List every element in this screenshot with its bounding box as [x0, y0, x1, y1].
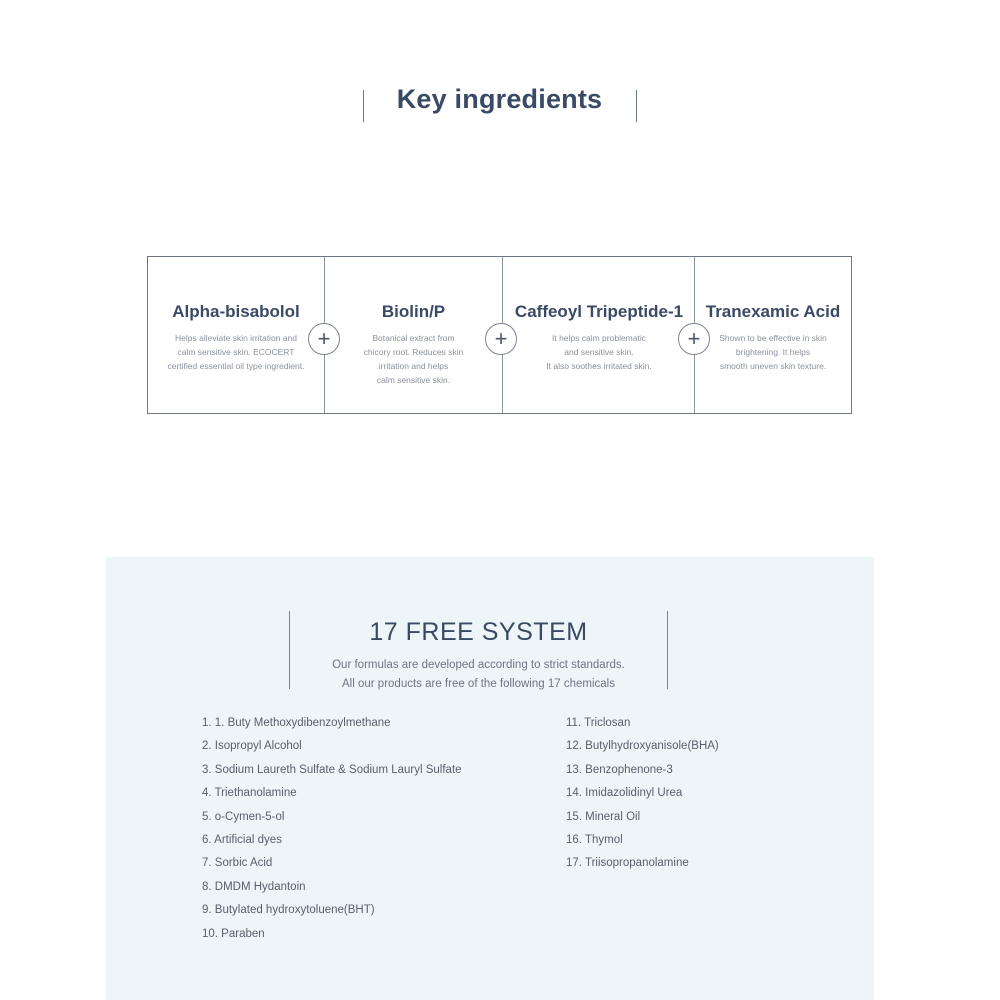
plus-icon: +	[485, 323, 517, 355]
free-system-panel	[106, 557, 874, 1000]
page-title: Key ingredients	[396, 84, 603, 114]
ingredient-description: Shown to be effective in skin brightening. It helps smooth uneven skin texture.	[719, 333, 827, 371]
ingredients-table	[147, 256, 852, 414]
chemical-list-left	[202, 717, 462, 951]
list-item: 13. Benzophenone-3	[566, 763, 673, 776]
list-item: 6. Artificial dyes	[202, 833, 282, 846]
list-item: 9. Butylated hydroxytoluene(BHT)	[202, 904, 375, 917]
list-item: 12. Butylhydroxyanisole(BHA)	[566, 740, 719, 753]
free-right-divider	[667, 611, 668, 689]
list-item: 15. Mineral Oil	[566, 810, 641, 823]
list-item: 17. Triisopropanolamine	[566, 857, 689, 870]
list-item: 16. Thymol	[566, 833, 623, 846]
ingredient-card	[695, 257, 851, 413]
ingredient-name: Alpha-bisabolol	[172, 302, 300, 321]
ingredient-card	[148, 257, 324, 413]
ingredient-description: It helps calm problematic and sensitive skin. It also soothes irritated skin.	[546, 333, 652, 371]
list-item: 4. Triethanolamine	[202, 787, 297, 800]
list-item: 10. Paraben	[202, 927, 265, 940]
list-item: 5. o-Cymen-5-ol	[202, 810, 285, 823]
free-system-subtitle: Our formulas are developed according to strict standards. All our products are free of the following 17 chemicals	[332, 659, 625, 690]
list-item: 3. Sodium Laureth Sulfate & Sodium Lauryl Sulfate	[202, 763, 462, 776]
list-item: 11. Triclosan	[566, 717, 631, 729]
list-item: 7. Sorbic Acid	[202, 857, 273, 870]
ingredient-name: Biolin/P	[381, 302, 446, 321]
list-item: 8. DMDM Hydantoin	[202, 880, 306, 893]
ingredient-description: Helps alleviate skin irritation and calm sensitive skin. ECOCERT certified essential oil type ingredient.	[167, 333, 305, 371]
ingredient-name: Caffeoyl Tripeptide-1	[514, 302, 684, 321]
chemical-list-right	[566, 717, 719, 881]
ingredient-description: Botanical extract from chicory root. Reduces skin irritation and helps calm sensitive skin.	[363, 333, 464, 385]
free-system-title: 17 FREE SYSTEM	[369, 618, 588, 646]
ingredient-name: Tranexamic Acid	[705, 302, 841, 321]
ingredient-card	[503, 257, 695, 413]
title-right-divider	[636, 90, 637, 122]
plus-icon: +	[308, 323, 340, 355]
ingredient-card	[325, 257, 502, 413]
section-header	[0, 82, 1000, 128]
list-item: 14. Imidazolidinyl Urea	[566, 787, 683, 800]
list-item: 1. 1. Buty Methoxydibenzoylmethane	[202, 717, 391, 729]
plus-icon: +	[678, 323, 710, 355]
list-item: 2. Isopropyl Alcohol	[202, 740, 302, 753]
